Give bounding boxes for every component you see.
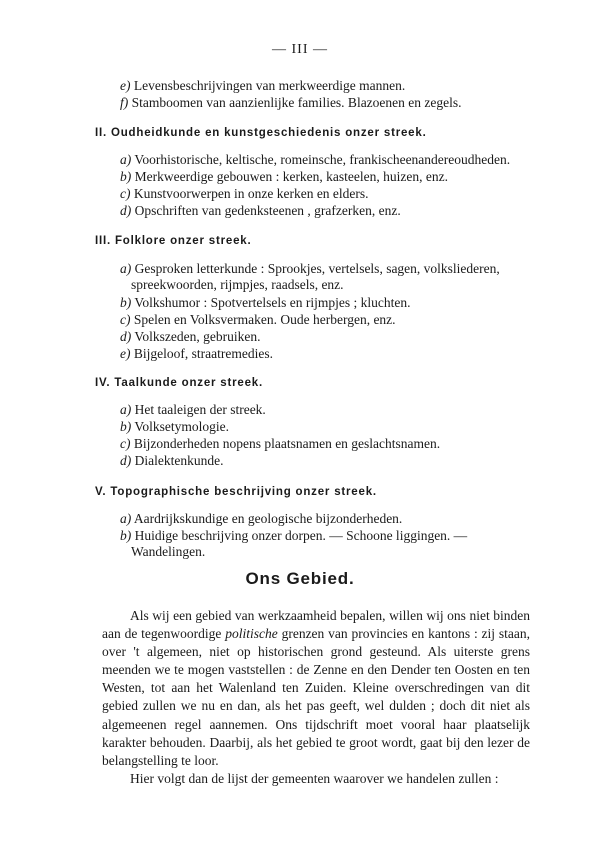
item-text: Stamboomen van aanzienlijke families. Blazoenen en zegels. bbox=[131, 95, 462, 110]
item-letter: f) bbox=[120, 95, 129, 110]
list-item bbox=[120, 312, 540, 328]
item-text: Volksetymologie. bbox=[134, 419, 230, 434]
list-item bbox=[120, 528, 540, 560]
list-item bbox=[120, 203, 540, 219]
list-item bbox=[120, 261, 540, 293]
page-number: — III — bbox=[272, 42, 328, 57]
list-item bbox=[120, 346, 540, 362]
item-text: Dialektenkunde. bbox=[134, 453, 224, 468]
item-text: Bijzonderheden nopens plaatsnamen en geslachtsnamen. bbox=[133, 436, 441, 451]
item-text: Het taaleigen der streek. bbox=[134, 402, 266, 417]
item-letter: d) bbox=[120, 203, 132, 218]
list-item bbox=[120, 329, 540, 345]
section-title: Ons Gebied. bbox=[245, 569, 355, 588]
list-item bbox=[120, 169, 540, 185]
list-item bbox=[120, 436, 540, 452]
emphasized-word: politische bbox=[225, 626, 278, 642]
list-item bbox=[120, 95, 540, 111]
list-item bbox=[120, 78, 540, 94]
paragraph-text: grenzen van provincies en kantons : zij staan, over 't algemeen, niet op historischen grond gesteund. Als uiterste grens meenden we te mogen vaststellen : de Zenne en den Dender ten Oosten en ten Westen, tot aan het Walenland ten Zuiden. Kleine overschredingen van dit gebied zullen we nu en dan, als het pas geeft, wel dulden ; doch dit niet als algemeenen regel aannemen. Ons tijdschrift moet vooral haar plaatselijk karakter behouden. Daarbij, als het gebied te groot wordt, gaat bij den lezer de belangstelling te loor. bbox=[102, 626, 531, 768]
section-heading: II. Oudheidkunde en kunstgeschiedenis onzer streek. bbox=[95, 127, 427, 139]
list-item bbox=[120, 511, 540, 527]
item-text: Aardrijkskundige en geologische bijzonderheden. bbox=[133, 511, 403, 526]
section-heading: V. Topographische beschrijving onzer streek. bbox=[95, 486, 377, 498]
item-text: Volkshumor : Spotvertelsels en rijmpjes ; kluchten. bbox=[134, 295, 411, 310]
item-continuation: spreekwoorden, rijmpjes, raadsels, enz. bbox=[131, 277, 344, 292]
item-letter: c) bbox=[120, 312, 131, 327]
paragraph bbox=[102, 607, 530, 770]
section-heading: IV. Taalkunde onzer streek. bbox=[95, 377, 263, 389]
item-text: Merkweerdige gebouwen : kerken, kasteelen, huizen, enz. bbox=[134, 169, 448, 184]
list-item bbox=[120, 186, 540, 202]
item-letter: a) bbox=[120, 402, 132, 417]
list-item bbox=[120, 419, 540, 435]
list-item bbox=[120, 152, 540, 168]
item-letter: b) bbox=[120, 419, 132, 434]
item-text: Opschriften van gedenksteenen , grafzerken, enz. bbox=[134, 203, 401, 218]
list-item bbox=[120, 453, 540, 469]
item-text: Voorhistorische, keltische, romeinsche, frankischeenandereoudheden. bbox=[134, 152, 511, 167]
body-text bbox=[102, 607, 530, 788]
list-item bbox=[120, 295, 540, 311]
item-letter: b) bbox=[120, 528, 132, 543]
paragraph: Hier volgt dan de lijst der gemeenten waarover we handelen zullen : bbox=[130, 770, 499, 786]
item-text: Levensbeschrijvingen van merkweerdige mannen. bbox=[133, 78, 406, 93]
section-heading: III. Folklore onzer streek. bbox=[95, 235, 252, 247]
item-letter: c) bbox=[120, 436, 131, 451]
item-letter: b) bbox=[120, 295, 132, 310]
item-text: Gesproken letterkunde : Sprookjes, vertelsels, sagen, volksliederen, bbox=[134, 261, 500, 276]
item-letter: d) bbox=[120, 329, 132, 344]
item-letter: c) bbox=[120, 186, 131, 201]
item-letter: d) bbox=[120, 453, 132, 468]
item-letter: e) bbox=[120, 78, 131, 93]
paragraph-text: Als wij een gebied van werkzaamheid bepalen, willen wij ons niet binden aan de tegenwoordige bbox=[102, 608, 530, 642]
item-text: Spelen en Volksvermaken. Oude herbergen, enz. bbox=[133, 312, 396, 327]
item-text: Huidige beschrijving onzer dorpen. — Schoone liggingen. — bbox=[134, 528, 468, 543]
item-letter: a) bbox=[120, 152, 132, 167]
item-letter: a) bbox=[120, 261, 132, 276]
item-letter: e) bbox=[120, 346, 131, 361]
item-letter: a) bbox=[120, 511, 132, 526]
list-item bbox=[120, 402, 540, 418]
item-letter: b) bbox=[120, 169, 132, 184]
item-continuation: Wandelingen. bbox=[131, 544, 206, 559]
item-text: Bijgeloof, straatremedies. bbox=[133, 346, 273, 361]
item-text: Kunstvoorwerpen in onze kerken en elders. bbox=[133, 186, 369, 201]
item-text: Volkszeden, gebruiken. bbox=[134, 329, 261, 344]
